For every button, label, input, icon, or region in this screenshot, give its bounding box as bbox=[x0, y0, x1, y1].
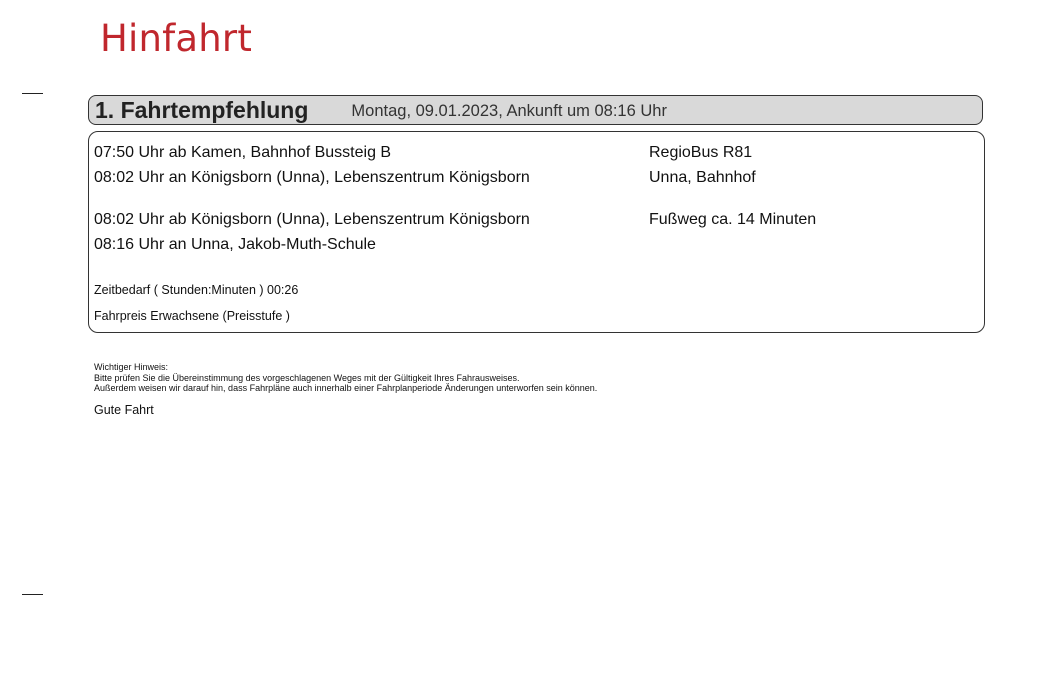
connection-details bbox=[88, 131, 985, 333]
fold-mark-top bbox=[22, 93, 43, 94]
leg-1-direction: Unna, Bahnhof bbox=[649, 169, 756, 186]
notice-heading: Wichtiger Hinweis: bbox=[94, 362, 169, 372]
recommendation-title: 1. Fahrtempfehlung bbox=[95, 97, 309, 123]
leg-2-arrival: 08:16 Uhr an Unna, Jakob-Muth-Schule bbox=[94, 236, 376, 253]
recommendation-date: Montag, 09.01.2023, Ankunft um 08:16 Uhr bbox=[351, 102, 667, 120]
important-notice bbox=[94, 362, 597, 394]
leg-1-arrival: 08:02 Uhr an Königsborn (Unna), Lebenszentrum Königsborn bbox=[94, 169, 530, 186]
greeting: Gute Fahrt bbox=[94, 403, 154, 417]
duration-line: Zeitbedarf ( Stunden:Minuten ) 00:26 bbox=[94, 283, 299, 297]
recommendation-header bbox=[88, 95, 983, 125]
notice-line-2: Außerdem weisen wir darauf hin, dass Fahrpläne auch innerhalb einer Fahrplanperiode Änderungen unterworfen sein können. bbox=[94, 383, 598, 393]
leg-1-mode: RegioBus R81 bbox=[649, 144, 753, 161]
leg-2-departure: 08:02 Uhr ab Königsborn (Unna), Lebenszentrum Königsborn bbox=[94, 211, 530, 228]
notice-line-1: Bitte prüfen Sie die Übereinstimmung des vorgeschlagenen Weges mit der Gültigkeit Ihres Fahrausweises. bbox=[94, 372, 520, 383]
leg-1-departure: 07:50 Uhr ab Kamen, Bahnhof Bussteig B bbox=[94, 144, 392, 161]
page-title: Hinfahrt bbox=[100, 17, 253, 60]
fare-line: Fahrpreis Erwachsene (Preisstufe ) bbox=[94, 309, 290, 323]
fold-mark-bottom bbox=[22, 594, 43, 595]
leg-2-mode: Fußweg ca. 14 Minuten bbox=[649, 211, 817, 228]
